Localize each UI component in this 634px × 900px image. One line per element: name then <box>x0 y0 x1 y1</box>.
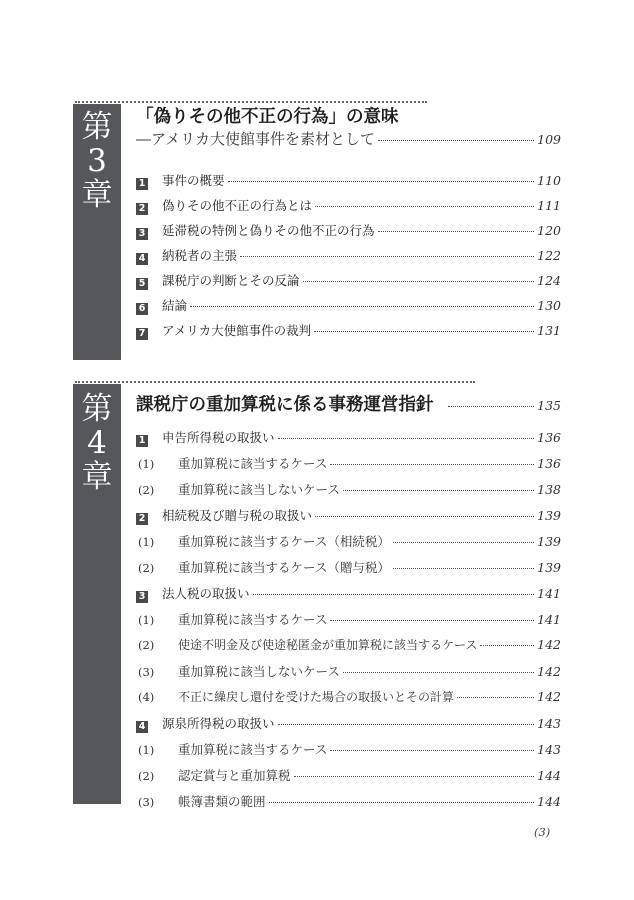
toc-section-entry[interactable] <box>136 321 561 343</box>
page-number: 139 <box>537 534 561 549</box>
page-number: 138 <box>537 482 561 497</box>
page-number: 122 <box>537 248 561 263</box>
chapter-4-label-dai: 第 <box>81 391 113 427</box>
toc-subsection-entry[interactable] <box>136 532 561 554</box>
chapter-4-title-row <box>136 391 561 417</box>
subsection-number: (2) <box>138 561 155 575</box>
subsection-title: 使途不明金及び使途秘匿金が重加算税に該当するケース <box>178 638 478 652</box>
subsection-title: 重加算税に該当しないケース <box>178 664 340 679</box>
dot-leader <box>294 776 535 777</box>
chapter-3-subtitle-page: 109 <box>537 132 561 147</box>
subsection-title: 重加算税に該当するケース <box>178 742 328 757</box>
subsection-title: 重加算税に該当するケース（相続税） <box>178 534 390 549</box>
toc-subsection-entry[interactable] <box>136 610 561 632</box>
dot-leader <box>343 672 534 673</box>
subsection-number: (4) <box>138 690 155 704</box>
dot-leader <box>393 542 534 543</box>
dot-leader <box>269 802 535 803</box>
chapter-3-label-dai: 第 <box>81 109 113 145</box>
dot-leader <box>278 438 535 439</box>
section-title: 偽りその他不正の行為とは <box>162 198 313 213</box>
page-number: 142 <box>537 637 561 652</box>
page-number: 142 <box>537 689 561 704</box>
toc-subsection-entry[interactable] <box>136 766 561 788</box>
toc-subsection-entry[interactable] <box>136 454 561 476</box>
chapter-3-subtitle: ―アメリカ大使館事件を素材として <box>136 130 375 148</box>
section-number-box: 3 <box>136 228 148 240</box>
section-title: 納税者の主張 <box>162 248 238 263</box>
page-number: 139 <box>537 560 561 575</box>
toc-section-entry[interactable] <box>136 196 561 218</box>
page-number: 141 <box>537 612 561 627</box>
dot-leader <box>240 256 534 257</box>
section-title: 事件の概要 <box>162 173 225 188</box>
page-number: 130 <box>537 298 561 313</box>
section-number-box: 2 <box>136 203 148 215</box>
dot-leader <box>190 306 534 307</box>
chapter-4-title: 課税庁の重加算税に係る事務運営指針 <box>136 395 434 415</box>
page-number: 143 <box>537 742 561 757</box>
subsection-number: (3) <box>138 665 155 679</box>
dot-leader <box>228 181 535 182</box>
toc-section-entry[interactable] <box>136 246 561 268</box>
page-number: 143 <box>537 716 561 731</box>
toc-subsection-entry[interactable] <box>136 688 561 710</box>
dot-leader <box>330 464 534 465</box>
dot-leader <box>393 568 534 569</box>
section-title: 源泉所得税の取扱い <box>162 716 275 731</box>
chapter-4-label-sho: 章 <box>81 459 113 495</box>
section-number-box: 6 <box>136 303 148 315</box>
page-number: 144 <box>537 794 561 809</box>
section-number-box: 7 <box>136 328 148 340</box>
subsection-number: (1) <box>138 613 155 627</box>
subsection-title: 帳簿書類の範囲 <box>178 794 266 809</box>
section-title: 結論 <box>162 298 188 313</box>
section-title: 延滞税の特例と偽りその他不正の行為 <box>162 223 375 238</box>
toc-subsection-entry[interactable] <box>136 480 561 502</box>
section-number-box: 1 <box>136 178 148 190</box>
subsection-title: 重加算税に該当するケース <box>178 456 328 471</box>
page-number: 136 <box>537 430 561 445</box>
dot-leader <box>343 490 534 491</box>
page-number: 124 <box>537 273 561 288</box>
toc-section-entry[interactable] <box>136 171 561 193</box>
dot-leader <box>315 206 534 207</box>
toc-subsection-entry[interactable] <box>136 558 561 580</box>
dot-leader <box>315 516 534 517</box>
toc-section-entry[interactable] <box>136 506 561 528</box>
section-number-box: 1 <box>136 435 148 447</box>
toc-section-entry[interactable] <box>136 714 561 736</box>
section-title: アメリカ大使館事件の裁判 <box>162 323 312 338</box>
subsection-number: (3) <box>138 795 155 809</box>
subsection-number: (2) <box>138 483 155 497</box>
section-number-box: 5 <box>136 278 148 290</box>
section-title: 法人税の取扱い <box>162 586 250 601</box>
chapter-3-subtitle-row <box>136 128 561 149</box>
subsection-title: 重加算税に該当するケース <box>178 612 328 627</box>
page-folio: (3) <box>534 825 551 839</box>
dot-leader <box>330 750 534 751</box>
dot-leader <box>378 231 535 232</box>
subsection-title: 重加算税に該当するケース（贈与税） <box>178 560 390 575</box>
dot-leader <box>480 645 534 646</box>
dot-leader <box>278 724 535 725</box>
section-number-box: 2 <box>136 513 148 525</box>
page-number: 110 <box>537 173 561 188</box>
subsection-number: (1) <box>138 457 155 471</box>
chapter-4-side-bar <box>73 384 121 804</box>
section-title: 課税庁の判断とその反論 <box>162 273 300 288</box>
toc-section-entry[interactable] <box>136 584 561 606</box>
dot-leader <box>457 697 534 698</box>
toc-section-entry[interactable] <box>136 296 561 318</box>
dot-leader <box>448 406 535 407</box>
subsection-number: (2) <box>138 769 155 783</box>
subsection-number: (2) <box>138 638 155 652</box>
chapter-4-title-page: 135 <box>537 398 561 413</box>
section-number-box: 4 <box>136 253 148 265</box>
dot-leader <box>378 140 534 141</box>
page-number: 136 <box>537 456 561 471</box>
page-number: 131 <box>537 323 561 338</box>
section-title: 申告所得税の取扱い <box>162 430 275 445</box>
section-number-box: 4 <box>136 721 148 733</box>
subsection-number: (1) <box>138 743 155 757</box>
page-number: 141 <box>537 586 561 601</box>
section-title: 相続税及び贈与税の取扱い <box>162 508 313 523</box>
chapter-3-title: 「偽りその他不正の行為」の意味 <box>136 107 399 127</box>
chapter-4-dotted-rule <box>75 381 475 383</box>
dot-leader <box>314 331 534 332</box>
chapter-3-label-sho: 章 <box>81 177 113 213</box>
subsection-title: 認定賞与と重加算税 <box>178 768 291 783</box>
toc-section-entry[interactable] <box>136 428 561 450</box>
dot-leader <box>303 281 535 282</box>
page-number: 142 <box>537 664 561 679</box>
section-number-box: 3 <box>136 591 148 603</box>
toc-section-entry[interactable] <box>136 271 561 293</box>
page-number: 144 <box>537 768 561 783</box>
toc-subsection-entry[interactable] <box>136 662 561 684</box>
subsection-title: 重加算税に該当しないケース <box>178 482 340 497</box>
toc-subsection-entry[interactable] <box>136 740 561 762</box>
toc-subsection-entry[interactable] <box>136 636 561 658</box>
chapter-4-label-number: 4 <box>87 425 107 461</box>
toc-section-entry[interactable] <box>136 221 561 243</box>
page-number: 139 <box>537 508 561 523</box>
dot-leader <box>253 594 535 595</box>
subsection-number: (1) <box>138 535 155 549</box>
toc-subsection-entry[interactable] <box>136 792 561 814</box>
dot-leader <box>330 620 534 621</box>
chapter-3-side-bar <box>73 104 121 360</box>
subsection-title: 不正に繰戻し還付を受けた場合の取扱いとその計算 <box>178 690 455 704</box>
page-number: 111 <box>537 198 561 213</box>
chapter-3-label-number: 3 <box>87 143 107 179</box>
page-number: 120 <box>537 223 561 238</box>
